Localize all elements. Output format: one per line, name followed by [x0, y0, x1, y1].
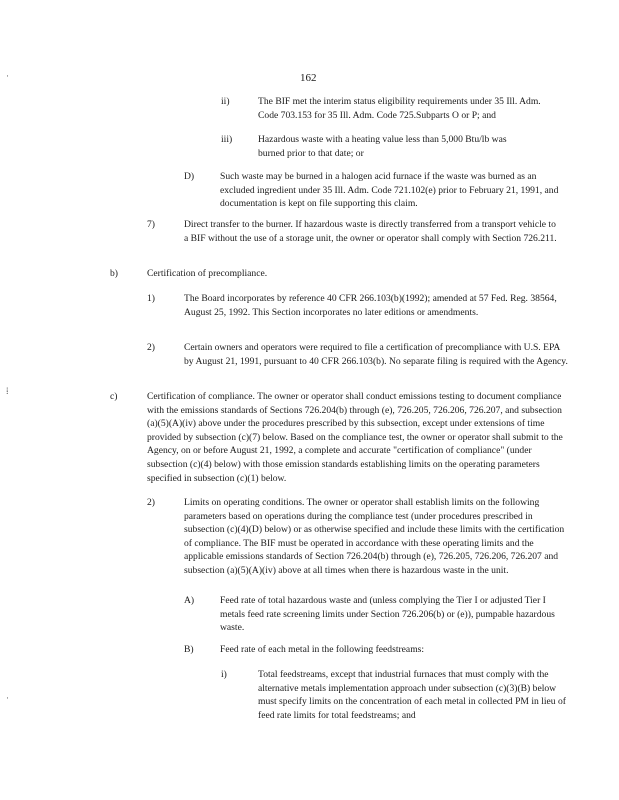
item-label-b: b) [110, 268, 118, 279]
item-text-b1: The Board incorporates by reference 40 CFR 266.103(b)(1992); amended at 57 Fed. Reg. 38564, August 25, 1992. This Section incorporates no later editions or amendments. [184, 293, 557, 318]
item-label-iii: iii) [221, 134, 233, 145]
item-text-7: Direct transfer to the burner. If hazardous waste is directly transferred from a transport vehicle to a BIF without the use of a storage unit, the owner or operator shall comply with Section 726.211. [184, 219, 557, 244]
item-text-b2: Certain owners and operators were required to file a certification of precompliance with U.S. EPA by August 21, 1991, pursuant to 40 CFR 266.103(b). No separate filing is required with the Agency. [184, 342, 568, 367]
item-text-c: Certification of compliance. The owner or operator shall conduct emissions testing to document compliance with the emissions standards of Sections 726.204(b) through (e), 726.205, 726.206, 726.207, and subsection (a)(5)(A)(iv) above under the procedures prescribed by this subsection, except under extensions of time provided by subsection (c)(7) below. Based on the compliance test, the owner or operator shall submit to the Agency, on or before August 21, 1992, a complete and accurate "certification of compliance" (under subsection (c)(4) below) with those emission standards establishing limits on the operating parameters specified in subsection (c)(1) below. [147, 391, 563, 484]
scan-speck: · [6, 71, 9, 81]
item-label-i: i) [221, 669, 227, 680]
item-text-D: Such waste may be burned in a halogen acid furnace if the waste was burned as an excluded ingredient under 35 Ill. Adm. Code 721.102(e) prior to February 21, 1991, and documentation is kept on file supporting this claim. [220, 171, 559, 210]
item-label-D: D) [184, 171, 195, 182]
scan-speck: ⁞ [6, 386, 9, 396]
item-label-b1: 1) [147, 293, 155, 304]
item-label-c: c) [110, 391, 118, 402]
item-label-b2: 2) [147, 342, 155, 353]
item-label-7: 7) [147, 219, 155, 230]
item-text-A: Feed rate of total hazardous waste and (unless complying the Tier I or adjusted Tier I metals feed rate screening limits under Section 726.206(b) or (e)), pumpable hazardous waste. [220, 595, 555, 634]
item-text-c2: Limits on operating conditions. The owner or operator shall establish limits on the following parameters based on operations during the compliance test (under procedures prescribed in subsection (c)(4)(D) below) or as otherwise specified and include these limits with the certification of compliance. The BIF must be operated in accordance with these operating limits and the applicable emissions standards of Section 726.204(b) through (e), 726.205, 726.206, 726.207 and subsection (a)(5)(A)(iv) above at all times when there is hazardous waste in the unit. [184, 497, 565, 576]
item-text-B: Feed rate of each metal in the following feedstreams: [220, 644, 425, 655]
scan-speck: · [6, 693, 9, 703]
item-label-ii: ii) [221, 96, 230, 107]
page-number: 162 [300, 72, 317, 84]
item-label-c2: 2) [147, 497, 155, 508]
item-text-i: Total feedstreams, except that industrial furnaces that must comply with the alternative metals implementation approach under subsection (c)(3)(B) below must specify limits on the concentration of each metal in collected PM in lieu of feed rate limits for total feedstreams; and [258, 669, 566, 721]
item-text-b: Certification of precompliance. [147, 268, 268, 279]
item-text-ii: The BIF met the interim status eligibility requirements under 35 Ill. Adm. Code 703.153 for 35 Ill. Adm. Code 725.Subparts O or P; and [258, 96, 541, 121]
item-text-iii: Hazardous waste with a heating value less than 5,000 Btu/lb was burned prior to that date; or [258, 134, 507, 159]
item-label-A: A) [184, 595, 195, 606]
item-label-B: B) [184, 644, 194, 655]
